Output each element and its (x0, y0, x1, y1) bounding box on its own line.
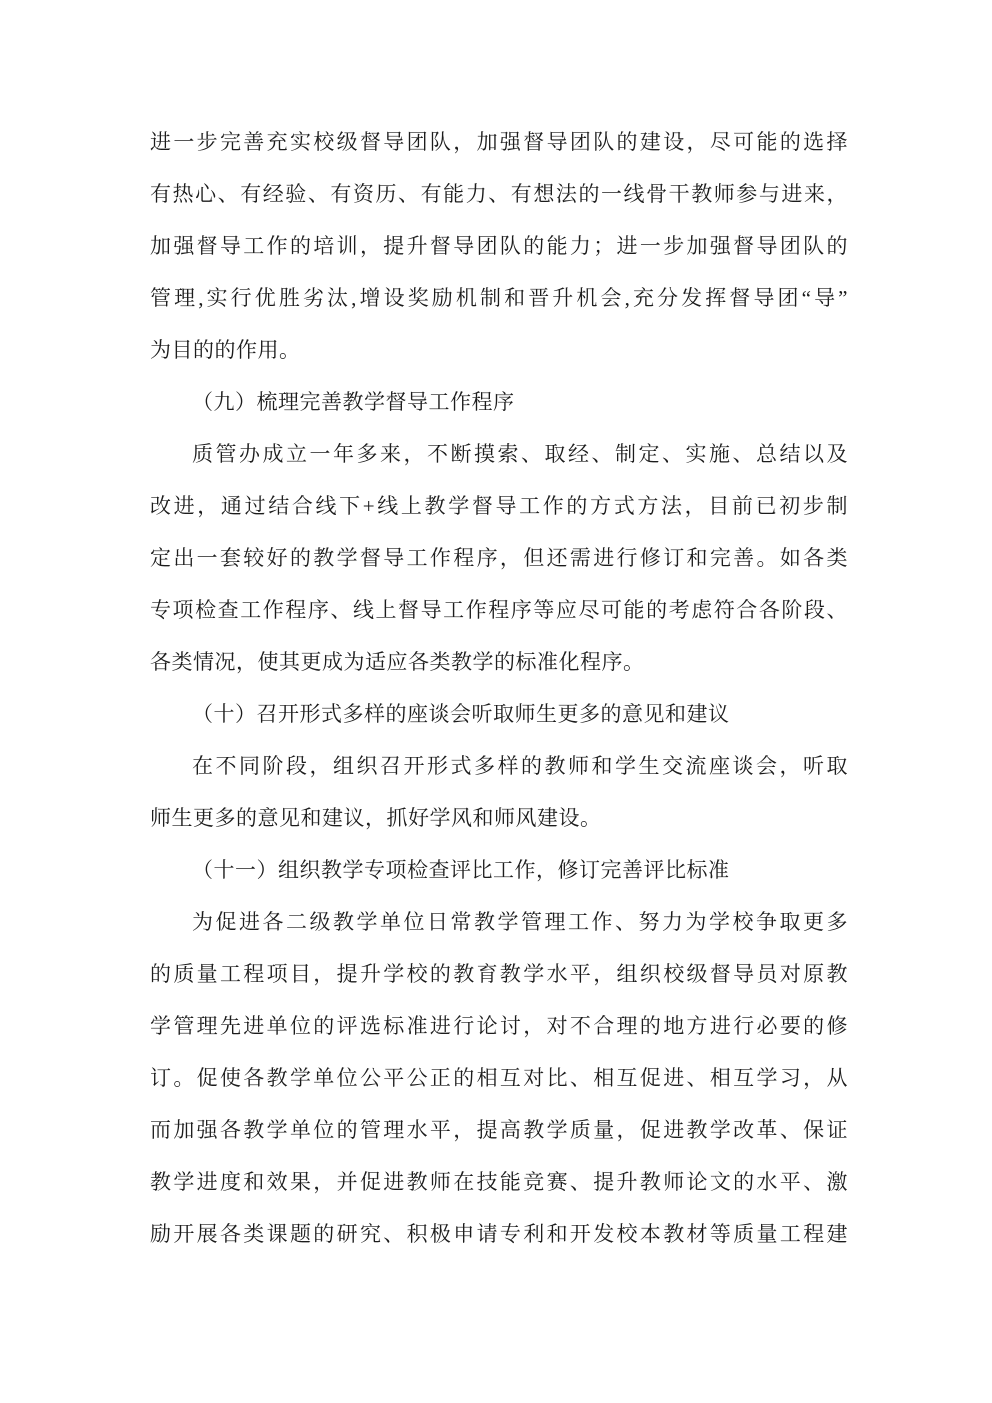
text-content (150, 116, 848, 1260)
text-line: 在不同阶段，组织召开形式多样的教师和学生交流座谈会，听取 (192, 754, 848, 778)
text-line: 各类情况，使其更成为适应各类教学的标准化程序。 (150, 650, 645, 674)
text-line: 进一步完善充实校级督导团队，加强督导团队的建设，尽可能的选择 (150, 130, 848, 154)
text-line: 的质量工程项目，提升学校的教育教学水平，组织校级督导员对原教 (150, 962, 848, 986)
text-line: 为目的的作用。 (150, 338, 301, 362)
text-line: 教学进度和效果，并促进教师在技能竞赛、提升教师论文的水平、激 (150, 1170, 848, 1194)
text-line: 学管理先进单位的评选标准进行论讨，对不合理的地方进行必要的修 (150, 1014, 848, 1038)
text-line: 定出一套较好的教学督导工作程序，但还需进行修订和完善。如各类 (150, 546, 848, 570)
text-line: 为促进各二级教学单位日常教学管理工作、努力为学校争取更多 (192, 910, 848, 934)
text-line: 加强督导工作的培训，提升督导团队的能力；进一步加强督导团队的 (150, 234, 848, 258)
text-line: 管理,实行优胜劣汰,增设奖励机制和晋升机会,充分发挥督导团“导” (150, 286, 848, 310)
section-heading: （十一）组织教学专项检查评比工作，修订完善评比标准 (192, 858, 730, 882)
text-line: 专项检查工作程序、线上督导工作程序等应尽可能的考虑符合各阶段、 (150, 598, 848, 622)
text-line: 改进，通过结合线下+线上教学督导工作的方式方法，目前已初步制 (150, 494, 848, 518)
text-line: 质管办成立一年多来，不断摸索、取经、制定、实施、总结以及 (192, 442, 848, 466)
section-heading: （九）梳理完善教学督导工作程序 (192, 390, 515, 414)
text-line: 订。促使各教学单位公平公正的相互对比、相互促进、相互学习，从 (150, 1066, 848, 1090)
text-line: 而加强各教学单位的管理水平，提高教学质量，促进教学改革、保证 (150, 1118, 848, 1142)
section-heading: （十）召开形式多样的座谈会听取师生更多的意见和建议 (192, 702, 730, 726)
text-line: 有热心、有经验、有资历、有能力、有想法的一线骨干教师参与进来， (150, 182, 848, 206)
text-line: 励开展各类课题的研究、积极申请专利和开发校本教材等质量工程建 (150, 1222, 848, 1246)
text-line: 师生更多的意见和建议，抓好学风和师风建设。 (150, 806, 602, 830)
